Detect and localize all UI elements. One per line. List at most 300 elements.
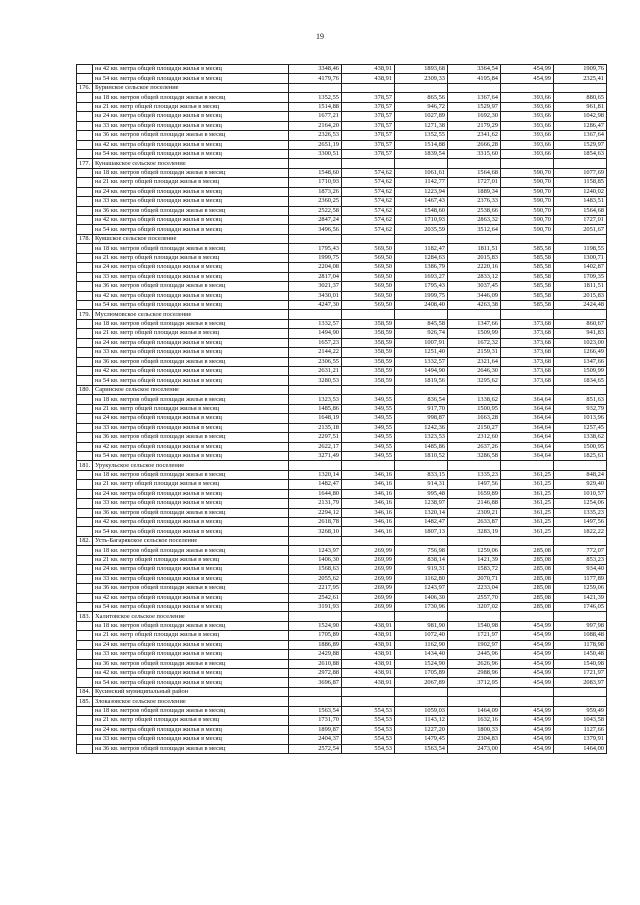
section-number: 178. (77, 234, 93, 243)
value-cell: 349,55 (342, 423, 395, 432)
section-title: Муслюмовское сельское поселение (93, 310, 289, 319)
empty-cell (289, 687, 342, 696)
value-cell: 1705,89 (395, 669, 448, 678)
row-label: на 21 кв. метр общей площади жилья в месяц (93, 404, 289, 413)
value-cell: 1338,62 (448, 395, 501, 404)
value-cell: 1243,97 (395, 584, 448, 593)
value-cell: 1482,47 (395, 518, 448, 527)
value-cell: 2233,04 (448, 584, 501, 593)
value-cell: 574,62 (342, 216, 395, 225)
value-cell: 1254,06 (554, 499, 607, 508)
value-cell: 1999,75 (289, 253, 342, 262)
section-row (77, 461, 607, 470)
row-label: на 33 кв. метра общей площади жилья в месяц (93, 121, 289, 130)
section-title: Халитовское сельское поселение (93, 612, 289, 621)
empty-cell (289, 83, 342, 92)
value-cell: 1854,63 (554, 149, 607, 158)
value-cell: 2626,96 (448, 659, 501, 668)
value-cell: 2473,00 (448, 744, 501, 753)
empty-cell (448, 612, 501, 621)
value-cell: 1479,45 (395, 735, 448, 744)
value-cell: 1999,75 (395, 291, 448, 300)
value-cell: 3430,01 (289, 291, 342, 300)
row-number-cell (77, 678, 93, 687)
row-label: на 42 кв. метра общей площади жилья в месяц (93, 291, 289, 300)
value-cell: 1347,66 (448, 319, 501, 328)
value-cell: 1178,98 (554, 640, 607, 649)
section-title: Кунашакское сельское поселение (93, 159, 289, 168)
row-label: на 18 кв. метров общей площади жилья в месяц (93, 621, 289, 630)
empty-cell (448, 159, 501, 168)
value-cell: 919,31 (395, 565, 448, 574)
value-cell: 574,62 (342, 178, 395, 187)
value-cell: 269,99 (342, 602, 395, 611)
row-label: на 36 кв. метров общей площади жилья в месяц (93, 433, 289, 442)
value-cell: 393,66 (501, 93, 554, 102)
value-cell: 1242,36 (395, 423, 448, 432)
page-number: 19 (316, 32, 324, 41)
value-cell: 946,72 (395, 102, 448, 111)
table-row (77, 640, 607, 649)
value-cell: 2164,20 (289, 121, 342, 130)
table-row (77, 253, 607, 262)
table-row (77, 414, 607, 423)
value-cell: 346,16 (342, 508, 395, 517)
table-row (77, 93, 607, 102)
value-cell: 1500,95 (554, 442, 607, 451)
row-number-cell (77, 357, 93, 366)
table-row (77, 329, 607, 338)
row-number-cell (77, 508, 93, 517)
value-cell: 585,58 (501, 253, 554, 262)
empty-cell (554, 697, 607, 706)
value-cell: 346,16 (342, 527, 395, 536)
value-cell: 285,08 (501, 602, 554, 611)
value-cell: 2146,88 (448, 499, 501, 508)
row-number-cell (77, 593, 93, 602)
value-cell: 2666,28 (448, 140, 501, 149)
value-cell: 454,99 (501, 650, 554, 659)
row-label: на 18 кв. метров общей площади жилья в месяц (93, 546, 289, 555)
value-cell: 2150,27 (448, 423, 501, 432)
row-label: на 24 кв. метра общей площади жилья в месяц (93, 725, 289, 734)
value-cell: 2015,83 (554, 291, 607, 300)
table-row (77, 423, 607, 432)
row-number-cell (77, 470, 93, 479)
empty-cell (342, 536, 395, 545)
value-cell: 1811,51 (554, 282, 607, 291)
value-cell: 860,67 (554, 319, 607, 328)
row-number-cell (77, 640, 93, 649)
value-cell: 378,57 (342, 140, 395, 149)
value-cell: 373,68 (501, 338, 554, 347)
value-cell: 1335,23 (448, 470, 501, 479)
value-cell: 1320,14 (395, 508, 448, 517)
value-cell: 438,91 (342, 640, 395, 649)
value-cell: 1485,86 (395, 442, 448, 451)
value-cell: 1693,27 (395, 272, 448, 281)
value-cell: 1338,62 (554, 433, 607, 442)
value-cell: 1509,99 (448, 329, 501, 338)
table-row (77, 555, 607, 564)
value-cell: 454,99 (501, 621, 554, 630)
value-cell: 2522,58 (289, 206, 342, 215)
section-row (77, 612, 607, 621)
row-label: на 33 кв. метра общей площади жилья в месяц (93, 197, 289, 206)
value-cell: 378,57 (342, 121, 395, 130)
empty-cell (342, 83, 395, 92)
value-cell: 959,49 (554, 706, 607, 715)
table-row (77, 291, 607, 300)
value-cell: 1632,16 (448, 716, 501, 725)
value-cell: 1464,00 (554, 744, 607, 753)
row-number-cell (77, 414, 93, 423)
value-cell: 1500,95 (448, 404, 501, 413)
value-cell: 554,53 (342, 725, 395, 734)
value-cell: 838,14 (395, 555, 448, 564)
empty-cell (395, 234, 448, 243)
row-number-cell (77, 423, 93, 432)
empty-cell (448, 536, 501, 545)
empty-cell (448, 461, 501, 470)
value-cell: 454,99 (501, 640, 554, 649)
value-cell: 1158,85 (554, 178, 607, 187)
value-cell: 2610,88 (289, 659, 342, 668)
value-cell: 1494,90 (289, 329, 342, 338)
row-number-cell (77, 404, 93, 413)
value-cell: 1259,06 (448, 546, 501, 555)
row-label: на 36 кв. метров общей площади жилья в месяц (93, 282, 289, 291)
value-cell: 2035,59 (395, 225, 448, 234)
value-cell: 1795,43 (395, 282, 448, 291)
value-cell: 1819,56 (395, 376, 448, 385)
row-number-cell (77, 300, 93, 309)
value-cell: 3496,56 (289, 225, 342, 234)
value-cell: 1899,87 (289, 725, 342, 734)
value-cell: 438,91 (342, 650, 395, 659)
value-cell: 349,55 (342, 451, 395, 460)
table-row (77, 140, 607, 149)
value-cell: 4195,84 (448, 74, 501, 83)
value-cell: 1271,38 (395, 121, 448, 130)
table-row (77, 451, 607, 460)
value-cell: 2309,33 (395, 74, 448, 83)
value-cell: 378,57 (342, 112, 395, 121)
row-number-cell (77, 480, 93, 489)
table-row (77, 470, 607, 479)
value-cell: 364,64 (501, 404, 554, 413)
row-number-cell (77, 93, 93, 102)
value-cell: 454,99 (501, 669, 554, 678)
row-label: на 36 кв. метров общей площади жилья в месяц (93, 357, 289, 366)
value-cell: 346,16 (342, 480, 395, 489)
empty-cell (501, 687, 554, 696)
value-cell: 2220,16 (448, 263, 501, 272)
value-cell: 454,99 (501, 65, 554, 74)
row-label: на 36 кв. метров общей площади жилья в месяц (93, 206, 289, 215)
row-number-cell (77, 433, 93, 442)
table-row (77, 244, 607, 253)
value-cell: 2304,83 (448, 735, 501, 744)
value-cell: 1672,32 (448, 338, 501, 347)
empty-cell (448, 697, 501, 706)
table-row (77, 546, 607, 555)
value-cell: 569,50 (342, 300, 395, 309)
empty-cell (395, 612, 448, 621)
value-cell: 569,50 (342, 253, 395, 262)
row-number-cell (77, 602, 93, 611)
row-number-cell (77, 376, 93, 385)
table-row (77, 744, 607, 753)
value-cell: 1746,05 (554, 602, 607, 611)
table-row (77, 206, 607, 215)
value-cell: 2972,88 (289, 669, 342, 678)
empty-cell (289, 234, 342, 243)
section-number: 176. (77, 83, 93, 92)
section-number: 185. (77, 697, 93, 706)
value-cell: 590,70 (501, 197, 554, 206)
value-cell: 1548,60 (289, 168, 342, 177)
value-cell: 1406,30 (395, 593, 448, 602)
value-cell: 358,59 (342, 348, 395, 357)
value-cell: 585,58 (501, 272, 554, 281)
table-row (77, 650, 607, 659)
section-row (77, 697, 607, 706)
value-cell: 1347,66 (554, 357, 607, 366)
value-cell: 3037,45 (448, 282, 501, 291)
value-cell: 1710,93 (289, 178, 342, 187)
row-number-cell (77, 555, 93, 564)
table-row (77, 678, 607, 687)
value-cell: 346,16 (342, 499, 395, 508)
value-cell: 845,58 (395, 319, 448, 328)
empty-cell (395, 83, 448, 92)
value-cell: 361,25 (501, 527, 554, 536)
value-cell: 285,08 (501, 574, 554, 583)
row-label: на 18 кв. метров общей площади жилья в месяц (93, 706, 289, 715)
row-number-cell (77, 329, 93, 338)
value-cell: 998,87 (395, 414, 448, 423)
value-cell: 1564,68 (448, 168, 501, 177)
value-cell: 1007,91 (395, 338, 448, 347)
value-cell: 2015,83 (448, 253, 501, 262)
value-cell: 1677,21 (289, 112, 342, 121)
value-cell: 1548,60 (395, 206, 448, 215)
table-row (77, 565, 607, 574)
value-cell: 438,91 (342, 659, 395, 668)
value-cell: 2312,60 (448, 433, 501, 442)
value-cell: 454,99 (501, 659, 554, 668)
value-cell: 454,99 (501, 74, 554, 83)
value-cell: 2445,96 (448, 650, 501, 659)
value-cell: 364,64 (501, 414, 554, 423)
section-number: 181. (77, 461, 93, 470)
value-cell: 1529,97 (554, 140, 607, 149)
value-cell: 1810,52 (395, 451, 448, 460)
value-cell: 1421,39 (554, 593, 607, 602)
empty-cell (501, 385, 554, 394)
value-cell: 590,70 (501, 178, 554, 187)
value-cell: 914,31 (395, 480, 448, 489)
section-row (77, 310, 607, 319)
section-title: Куяшское сельское поселение (93, 234, 289, 243)
value-cell: 3268,10 (289, 527, 342, 536)
value-cell: 1514,88 (395, 140, 448, 149)
table-row (77, 102, 607, 111)
row-number-cell (77, 565, 93, 574)
value-cell: 1088,48 (554, 631, 607, 640)
value-cell: 349,55 (342, 442, 395, 451)
value-cell: 1352,55 (289, 93, 342, 102)
table-row (77, 338, 607, 347)
value-cell: 880,65 (554, 93, 607, 102)
table-row (77, 499, 607, 508)
value-cell: 585,58 (501, 282, 554, 291)
value-cell: 378,57 (342, 93, 395, 102)
table-row (77, 348, 607, 357)
row-label: на 21 кв. метр общей площади жилья в месяц (93, 480, 289, 489)
row-label: на 36 кв. метров общей площади жилья в месяц (93, 584, 289, 593)
value-cell: 1335,23 (554, 508, 607, 517)
value-cell: 941,83 (554, 329, 607, 338)
value-cell: 364,64 (501, 395, 554, 404)
empty-cell (448, 385, 501, 394)
value-cell: 438,91 (342, 74, 395, 83)
empty-cell (501, 461, 554, 470)
value-cell: 373,68 (501, 348, 554, 357)
value-cell: 454,99 (501, 678, 554, 687)
row-number-cell (77, 112, 93, 121)
value-cell: 454,99 (501, 735, 554, 744)
table-row (77, 508, 607, 517)
row-label: на 54 кв. метра общей площади жилья в месяц (93, 602, 289, 611)
empty-cell (501, 612, 554, 621)
table-row (77, 131, 607, 140)
empty-cell (289, 697, 342, 706)
value-cell: 378,57 (342, 131, 395, 140)
value-cell: 756,98 (395, 546, 448, 555)
value-cell: 1721,97 (448, 631, 501, 640)
table-row (77, 433, 607, 442)
table-row (77, 725, 607, 734)
row-label: на 21 кв. метр общей площади жилья в месяц (93, 555, 289, 564)
value-cell: 358,59 (342, 367, 395, 376)
row-number-cell (77, 518, 93, 527)
empty-cell (501, 697, 554, 706)
value-cell: 1352,55 (395, 131, 448, 140)
empty-cell (342, 687, 395, 696)
value-cell: 1332,57 (289, 319, 342, 328)
table-row (77, 376, 607, 385)
row-label: на 42 кв. метра общей площади жилья в месяц (93, 518, 289, 527)
value-cell: 554,53 (342, 716, 395, 725)
table-row (77, 178, 607, 187)
value-cell: 3286,58 (448, 451, 501, 460)
empty-cell (554, 83, 607, 92)
empty-cell (554, 310, 607, 319)
table-row (77, 574, 607, 583)
value-cell: 1367,64 (554, 131, 607, 140)
value-cell: 373,68 (501, 357, 554, 366)
table-row (77, 216, 607, 225)
value-cell: 1727,01 (554, 216, 607, 225)
value-cell: 364,64 (501, 442, 554, 451)
value-cell: 1257,45 (554, 423, 607, 432)
row-number-cell (77, 291, 93, 300)
value-cell: 917,70 (395, 404, 448, 413)
value-cell: 1027,89 (395, 112, 448, 121)
value-cell: 269,99 (342, 593, 395, 602)
table-row (77, 527, 607, 536)
value-cell: 2067,89 (395, 678, 448, 687)
value-cell: 1705,89 (289, 631, 342, 640)
value-cell: 1259,06 (554, 584, 607, 593)
section-title: Саринское сельское поселение (93, 385, 289, 394)
value-cell: 1800,33 (448, 725, 501, 734)
value-cell: 1482,47 (289, 480, 342, 489)
row-number-cell (77, 338, 93, 347)
value-cell: 932,79 (554, 404, 607, 413)
value-cell: 373,68 (501, 319, 554, 328)
row-number-cell (77, 621, 93, 630)
table-row (77, 442, 607, 451)
empty-cell (342, 385, 395, 394)
value-cell: 2637,26 (448, 442, 501, 451)
empty-cell (501, 234, 554, 243)
row-number-cell (77, 650, 93, 659)
value-cell: 569,50 (342, 291, 395, 300)
row-number-cell (77, 669, 93, 678)
value-cell: 833,15 (395, 470, 448, 479)
empty-cell (448, 310, 501, 319)
value-cell: 836,54 (395, 395, 448, 404)
section-number: 184. (77, 687, 93, 696)
value-cell: 2429,88 (289, 650, 342, 659)
row-number-cell (77, 716, 93, 725)
empty-cell (289, 612, 342, 621)
value-cell: 2159,31 (448, 348, 501, 357)
row-number-cell (77, 451, 93, 460)
value-cell: 1072,40 (395, 631, 448, 640)
value-cell: 569,50 (342, 263, 395, 272)
value-cell: 438,91 (342, 631, 395, 640)
value-cell: 1464,09 (448, 706, 501, 715)
row-label: на 21 кв. метр общей площади жилья в месяц (93, 102, 289, 111)
row-label: на 42 кв. метра общей площади жилья в месяц (93, 669, 289, 678)
value-cell: 269,99 (342, 546, 395, 555)
value-cell: 454,99 (501, 744, 554, 753)
value-cell: 853,23 (554, 555, 607, 564)
empty-cell (395, 310, 448, 319)
value-cell: 1023,00 (554, 338, 607, 347)
row-number-cell (77, 178, 93, 187)
value-cell: 590,70 (501, 168, 554, 177)
value-cell: 585,58 (501, 291, 554, 300)
row-label: на 33 кв. метра общей площади жилья в месяц (93, 423, 289, 432)
value-cell: 269,99 (342, 565, 395, 574)
value-cell: 554,53 (342, 706, 395, 715)
empty-cell (554, 687, 607, 696)
value-cell: 1367,64 (448, 93, 501, 102)
empty-cell (501, 159, 554, 168)
row-label: на 54 кв. метра общей площади жилья в месяц (93, 678, 289, 687)
value-cell: 1127,66 (554, 725, 607, 734)
value-cell: 2572,54 (289, 744, 342, 753)
empty-cell (289, 310, 342, 319)
value-cell: 2051,67 (554, 225, 607, 234)
row-label: на 42 кв. метра общей площади жилья в месяц (93, 65, 289, 74)
value-cell: 1902,97 (448, 640, 501, 649)
